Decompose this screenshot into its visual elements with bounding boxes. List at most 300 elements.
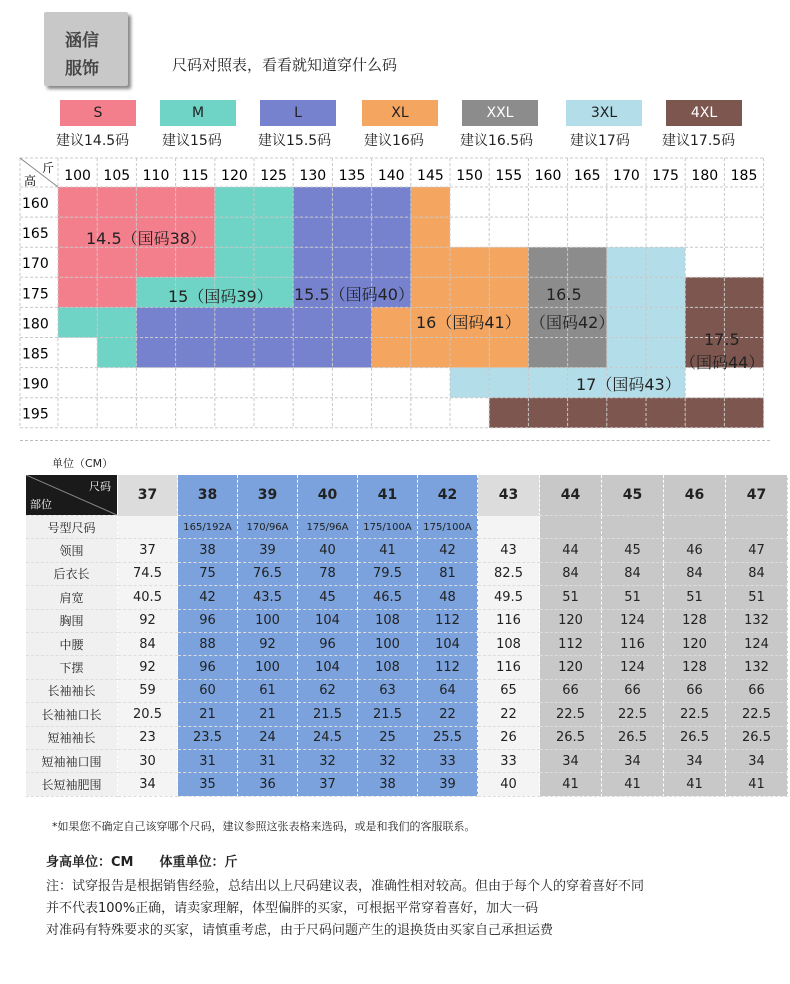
spec-cell: 84 xyxy=(726,562,788,585)
spec-size-header: 37 xyxy=(118,475,178,516)
spec-cell: 66 xyxy=(726,679,788,702)
grid-cell xyxy=(372,217,411,247)
spec-size-header: 39 xyxy=(238,475,298,516)
height-tick-label: 165 xyxy=(22,226,49,243)
spec-cell: 124 xyxy=(726,632,788,655)
legend-note-xxl: 建议16.5码 xyxy=(460,133,534,149)
spec-cell: 128 xyxy=(664,656,726,679)
size-region-label: （国码44） xyxy=(680,353,765,372)
size-region-label: 15.5（国码40） xyxy=(294,285,414,304)
grid-cell xyxy=(528,247,567,277)
spec-cell: 100 xyxy=(238,609,298,632)
spec-cell: 46 xyxy=(664,539,726,562)
spec-cell: 32 xyxy=(358,749,418,772)
grid-cell xyxy=(254,398,293,428)
grid-cell xyxy=(97,338,136,368)
weight-tick-label: 135 xyxy=(338,168,366,184)
size-region-label: 15（国码39） xyxy=(168,287,273,306)
spec-cell: 120 xyxy=(664,632,726,655)
spec-cell: 37 xyxy=(118,539,178,562)
weight-tick-label: 110 xyxy=(142,168,170,184)
grid-cell xyxy=(685,277,724,307)
legend-note-l: 建议15.5码 xyxy=(258,133,332,149)
spec-cell: 26 xyxy=(478,726,540,749)
grid-cell xyxy=(607,398,646,428)
spec-cell: 40 xyxy=(298,539,358,562)
grid-cell xyxy=(58,187,97,217)
spec-cell: 64 xyxy=(418,679,478,702)
grid-cell xyxy=(724,187,763,217)
grid-cell xyxy=(215,217,254,247)
grid-cell xyxy=(646,217,685,247)
grid-cell xyxy=(332,217,371,247)
spec-cell: 96 xyxy=(298,632,358,655)
grid-cell xyxy=(97,307,136,337)
spec-cell: 84 xyxy=(118,632,178,655)
weight-tick-label: 185 xyxy=(730,168,758,184)
grid-cell xyxy=(685,398,724,428)
grid-cell xyxy=(58,247,97,277)
spec-cell: 21 xyxy=(238,703,298,726)
legend-note-4xl: 建议17.5码 xyxy=(662,133,736,149)
weight-tick-label: 120 xyxy=(221,168,248,184)
grid-cell xyxy=(528,368,567,398)
weight-tick-label: 180 xyxy=(691,168,719,184)
spec-cell: 132 xyxy=(726,656,788,679)
grid-cell xyxy=(685,187,724,217)
grid-cell xyxy=(176,247,215,277)
spec-cell: 39 xyxy=(238,539,298,562)
spec-size-header: 42 xyxy=(418,475,478,516)
grid-cell xyxy=(97,368,136,398)
spec-cell: 41 xyxy=(602,773,664,796)
height-tick-label: 170 xyxy=(22,256,49,273)
spec-cell: 116 xyxy=(478,609,540,632)
weight-tick-label: 175 xyxy=(652,168,679,184)
grid-cell xyxy=(176,187,215,217)
spec-cell: 104 xyxy=(298,656,358,679)
spec-cell: 104 xyxy=(418,632,478,655)
spec-cell: 84 xyxy=(540,562,602,585)
note-line: 注：试穿报告是根据销售经验，总结出以上尺码建议表，准确性相对较高。但由于每个人的穿着喜好不同 xyxy=(46,879,645,894)
grid-cell xyxy=(136,187,175,217)
spec-table xyxy=(26,475,788,797)
grid-cell xyxy=(489,338,528,368)
spec-cell: 34 xyxy=(726,749,788,772)
grid-cell xyxy=(489,277,528,307)
spec-cell: 41 xyxy=(540,773,602,796)
notes xyxy=(46,852,644,942)
note-line: 并不代表100%正确，请卖家理解，体型偏胖的买家，可根据平常穿着喜好，加大一码 xyxy=(46,901,539,916)
spec-cell: 51 xyxy=(726,586,788,609)
spec-cell: 128 xyxy=(664,609,726,632)
spec-cell: 175/100A xyxy=(418,516,478,539)
spec-cell: 21.5 xyxy=(298,703,358,726)
grid-cell xyxy=(254,247,293,277)
grid-cell xyxy=(254,368,293,398)
weight-tick-label: 115 xyxy=(181,168,209,184)
legend-swatch-s: S xyxy=(60,100,136,126)
spec-cell: 40.5 xyxy=(118,586,178,609)
spec-row-label: 中腰 xyxy=(26,632,118,655)
grid-cell xyxy=(411,277,450,307)
legend-note-3xl: 建议17码 xyxy=(570,133,630,149)
grid-cell xyxy=(411,217,450,247)
size-region-label: 16（国码41） xyxy=(416,313,521,332)
note-line: 对准码有特殊要求的买家，请慎重考虑，由于尺码问题产生的退换货由买家自己承担运费 xyxy=(46,923,554,938)
grid-cell xyxy=(215,187,254,217)
grid-cell xyxy=(332,368,371,398)
grid-cell xyxy=(450,187,489,217)
grid-cell xyxy=(97,277,136,307)
spec-cell: 20.5 xyxy=(118,703,178,726)
grid-cell xyxy=(372,368,411,398)
spec-row-label: 短袖袖口围 xyxy=(26,749,118,772)
spec-cell: 62 xyxy=(298,679,358,702)
spec-cell: 96 xyxy=(178,656,238,679)
grid-cell xyxy=(724,277,763,307)
weight-tick-label: 125 xyxy=(260,168,287,184)
legend-swatch-xxl: XXL xyxy=(462,100,538,126)
spec-cell: 79.5 xyxy=(358,562,418,585)
grid-cell xyxy=(215,247,254,277)
weight-tick-label: 160 xyxy=(534,168,562,184)
spec-cell: 120 xyxy=(540,656,602,679)
grid-cell xyxy=(528,217,567,247)
grid-cell xyxy=(58,398,97,428)
grid-cell xyxy=(489,368,528,398)
grid-cell xyxy=(489,398,528,428)
grid-cell xyxy=(97,398,136,428)
spec-cell: 92 xyxy=(118,609,178,632)
spec-cell: 41 xyxy=(726,773,788,796)
grid-cell xyxy=(58,307,97,337)
grid-cell xyxy=(136,247,175,277)
spec-size-header: 46 xyxy=(664,475,726,516)
spec-cell: 112 xyxy=(540,632,602,655)
grid-cell xyxy=(411,368,450,398)
spec-cell: 33 xyxy=(478,749,540,772)
spec-cell: 40 xyxy=(478,773,540,796)
grid-cell xyxy=(332,398,371,428)
spec-cell: 34 xyxy=(540,749,602,772)
spec-cell: 25 xyxy=(358,726,418,749)
grid-cell xyxy=(450,398,489,428)
grid-cell xyxy=(58,368,97,398)
weight-tick-label: 105 xyxy=(103,168,131,184)
grid-cell xyxy=(176,398,215,428)
spec-cell: 59 xyxy=(118,679,178,702)
spec-cell: 26.5 xyxy=(664,726,726,749)
spec-cell: 76.5 xyxy=(238,562,298,585)
grid-cell xyxy=(489,187,528,217)
legend-note-m: 建议15码 xyxy=(162,133,222,149)
grid-cell xyxy=(724,217,763,247)
spec-cell: 35 xyxy=(178,773,238,796)
spec-cell: 46.5 xyxy=(358,586,418,609)
grid-cell xyxy=(332,338,371,368)
grid-cell xyxy=(58,338,97,368)
spec-cell: 39 xyxy=(418,773,478,796)
legend-note-xl: 建议16码 xyxy=(364,133,424,149)
grid-cell xyxy=(724,247,763,277)
grid-cell xyxy=(411,247,450,277)
grid-cell xyxy=(411,187,450,217)
spec-row-label: 号型尺码 xyxy=(26,516,118,539)
spec-cell: 75 xyxy=(178,562,238,585)
grid-cell xyxy=(176,368,215,398)
spec-cell: 66 xyxy=(664,679,726,702)
divider xyxy=(20,440,770,441)
spec-cell: 22.5 xyxy=(726,703,788,726)
spec-cell: 165/192A xyxy=(178,516,238,539)
spec-cell: 23.5 xyxy=(178,726,238,749)
brand-line1: 涵信 xyxy=(65,31,99,51)
height-tick-label: 180 xyxy=(22,316,49,333)
spec-cell: 42 xyxy=(178,586,238,609)
spec-size-header: 43 xyxy=(478,475,540,516)
grid-cell xyxy=(136,368,175,398)
grid-cell xyxy=(97,247,136,277)
weight-tick-label: 155 xyxy=(495,168,523,184)
spec-cell: 116 xyxy=(478,656,540,679)
spec-cell xyxy=(478,516,540,539)
grid-cell xyxy=(528,338,567,368)
spec-cell: 22.5 xyxy=(540,703,602,726)
weight-tick-label: 165 xyxy=(573,168,601,184)
spec-corner-bottom: 部位 xyxy=(30,498,52,511)
grid-cell xyxy=(332,307,371,337)
spec-cell: 88 xyxy=(178,632,238,655)
grid-cell xyxy=(685,217,724,247)
spec-cell: 112 xyxy=(418,656,478,679)
spec-cell: 92 xyxy=(118,656,178,679)
grid-cell xyxy=(293,398,332,428)
spec-cell: 108 xyxy=(478,632,540,655)
grid-cell xyxy=(215,398,254,428)
spec-cell: 92 xyxy=(238,632,298,655)
spec-cell: 34 xyxy=(118,773,178,796)
grid-cell xyxy=(685,368,724,398)
corner-weight-label: 斤 xyxy=(42,161,55,175)
grid-cell xyxy=(568,338,607,368)
grid-cell xyxy=(58,277,97,307)
spec-cell: 175/96A xyxy=(298,516,358,539)
size-region-label: 16.5 xyxy=(546,285,582,304)
spec-row-label: 长袖袖长 xyxy=(26,679,118,702)
spec-cell: 42 xyxy=(418,539,478,562)
grid-cell xyxy=(215,307,254,337)
grid-cell xyxy=(254,307,293,337)
grid-cell xyxy=(136,307,175,337)
grid-cell xyxy=(724,368,763,398)
grid-cell xyxy=(685,247,724,277)
spec-cell: 104 xyxy=(298,609,358,632)
spec-size-header: 38 xyxy=(178,475,238,516)
spec-cell: 31 xyxy=(178,749,238,772)
size-region-label: （国码42） xyxy=(530,313,615,332)
spec-row-label: 长袖袖口长 xyxy=(26,703,118,726)
grid-cell xyxy=(254,217,293,247)
spec-cell: 51 xyxy=(540,586,602,609)
grid-cell xyxy=(607,247,646,277)
grid-cell xyxy=(176,307,215,337)
spec-cell: 78 xyxy=(298,562,358,585)
spec-cell xyxy=(540,516,602,539)
brand-line2: 服饰 xyxy=(65,59,99,79)
size-region-label: 17（国码43） xyxy=(576,375,681,394)
grid-cell xyxy=(568,247,607,277)
spec-row-label: 肩宽 xyxy=(26,586,118,609)
spec-cell: 22.5 xyxy=(602,703,664,726)
spec-cell xyxy=(602,516,664,539)
grid-cell xyxy=(372,247,411,277)
spec-cell: 120 xyxy=(540,609,602,632)
grid-cell xyxy=(450,247,489,277)
spec-cell: 61 xyxy=(238,679,298,702)
spec-cell: 65 xyxy=(478,679,540,702)
spec-cell: 30 xyxy=(118,749,178,772)
spec-cell: 66 xyxy=(602,679,664,702)
spec-size-header: 41 xyxy=(358,475,418,516)
grid-cell xyxy=(332,247,371,277)
page-title: 尺码对照表，看看就知道穿什么码 xyxy=(172,56,398,74)
spec-size-header: 45 xyxy=(602,475,664,516)
spec-cell: 44 xyxy=(540,539,602,562)
grid-cell xyxy=(293,187,332,217)
grid-cell xyxy=(136,398,175,428)
spec-cell: 108 xyxy=(358,656,418,679)
spec-cell: 124 xyxy=(602,609,664,632)
spec-cell: 21.5 xyxy=(358,703,418,726)
spec-cell: 47 xyxy=(726,539,788,562)
grid-cell xyxy=(528,187,567,217)
grid-cell xyxy=(215,368,254,398)
spec-row-label: 领围 xyxy=(26,539,118,562)
grid-cell xyxy=(528,398,567,428)
grid-cell xyxy=(646,247,685,277)
grid-cell xyxy=(215,338,254,368)
spec-cell: 60 xyxy=(178,679,238,702)
spec-cell: 21 xyxy=(178,703,238,726)
height-tick-label: 185 xyxy=(22,346,49,363)
legend-swatch-m: M xyxy=(160,100,236,126)
grid-cell xyxy=(293,217,332,247)
spec-cell: 132 xyxy=(726,609,788,632)
height-tick-label: 195 xyxy=(22,406,49,423)
spec-cell: 34 xyxy=(664,749,726,772)
grid-cell xyxy=(97,187,136,217)
grid-cell xyxy=(450,338,489,368)
grid-cell xyxy=(568,398,607,428)
spec-cell: 100 xyxy=(238,656,298,679)
spec-cell: 108 xyxy=(358,609,418,632)
grid-cell xyxy=(450,277,489,307)
spec-cell: 84 xyxy=(664,562,726,585)
spec-cell: 170/96A xyxy=(238,516,298,539)
legend-swatch-l: L xyxy=(260,100,336,126)
spec-corner-cell xyxy=(26,475,118,516)
spec-cell: 41 xyxy=(358,539,418,562)
spec-cell: 31 xyxy=(238,749,298,772)
spec-corner-top: 尺码 xyxy=(89,480,111,493)
spec-cell: 32 xyxy=(298,749,358,772)
spec-cell: 24.5 xyxy=(298,726,358,749)
spec-cell: 26.5 xyxy=(540,726,602,749)
spec-cell: 43 xyxy=(478,539,540,562)
spec-cell: 63 xyxy=(358,679,418,702)
grid-cell xyxy=(607,338,646,368)
grid-cell xyxy=(411,338,450,368)
spec-row-label: 短袖袖长 xyxy=(26,726,118,749)
grid-cell xyxy=(136,338,175,368)
grid-cell xyxy=(489,247,528,277)
weight-tick-label: 170 xyxy=(613,168,640,184)
grid-cell xyxy=(372,187,411,217)
weight-tick-label: 150 xyxy=(456,168,483,184)
spec-cell: 48 xyxy=(418,586,478,609)
grid-cell xyxy=(450,217,489,247)
legend-swatch-3xl: 3XL xyxy=(566,100,642,126)
grid-cell xyxy=(646,398,685,428)
spec-cell: 49.5 xyxy=(478,586,540,609)
spec-cell: 96 xyxy=(178,609,238,632)
weight-tick-label: 140 xyxy=(377,168,405,184)
spec-cell: 41 xyxy=(664,773,726,796)
spec-cell: 66 xyxy=(540,679,602,702)
grid-cell xyxy=(176,338,215,368)
spec-cell: 25.5 xyxy=(418,726,478,749)
grid-cell xyxy=(254,187,293,217)
spec-cell: 124 xyxy=(602,656,664,679)
unit-label: 单位（CM） xyxy=(52,457,114,470)
grid-cell xyxy=(293,247,332,277)
spec-cell: 22.5 xyxy=(664,703,726,726)
weight-tick-label: 130 xyxy=(299,168,327,184)
height-tick-label: 160 xyxy=(22,196,49,212)
spec-row-label: 胸围 xyxy=(26,609,118,632)
spec-cell: 24 xyxy=(238,726,298,749)
spec-cell xyxy=(118,516,178,539)
spec-cell: 81 xyxy=(418,562,478,585)
spec-cell: 37 xyxy=(298,773,358,796)
spec-cell: 45 xyxy=(602,539,664,562)
grid-cell xyxy=(607,187,646,217)
size-grid-chart xyxy=(0,0,790,440)
spec-cell xyxy=(726,516,788,539)
grid-cell xyxy=(724,398,763,428)
spec-cell: 84 xyxy=(602,562,664,585)
spec-cell: 22 xyxy=(418,703,478,726)
spec-cell xyxy=(664,516,726,539)
spec-cell: 43.5 xyxy=(238,586,298,609)
weight-tick-label: 145 xyxy=(417,168,444,184)
note-line: 身高单位：CM 体重单位：斤 xyxy=(46,855,238,870)
grid-cell xyxy=(411,398,450,428)
spec-cell: 23 xyxy=(118,726,178,749)
spec-cell: 175/100A xyxy=(358,516,418,539)
grid-cell xyxy=(293,338,332,368)
height-tick-label: 190 xyxy=(22,376,49,393)
spec-cell: 38 xyxy=(178,539,238,562)
grid-cell xyxy=(646,187,685,217)
grid-cell xyxy=(568,217,607,247)
grid-cell xyxy=(607,217,646,247)
grid-cell xyxy=(646,277,685,307)
grid-cell xyxy=(372,398,411,428)
footnote: *如果您不确定自己该穿哪个尺码，建议参照这张表格来选码，或是和我们的客服联系。 xyxy=(52,820,476,833)
grid-cell xyxy=(372,338,411,368)
